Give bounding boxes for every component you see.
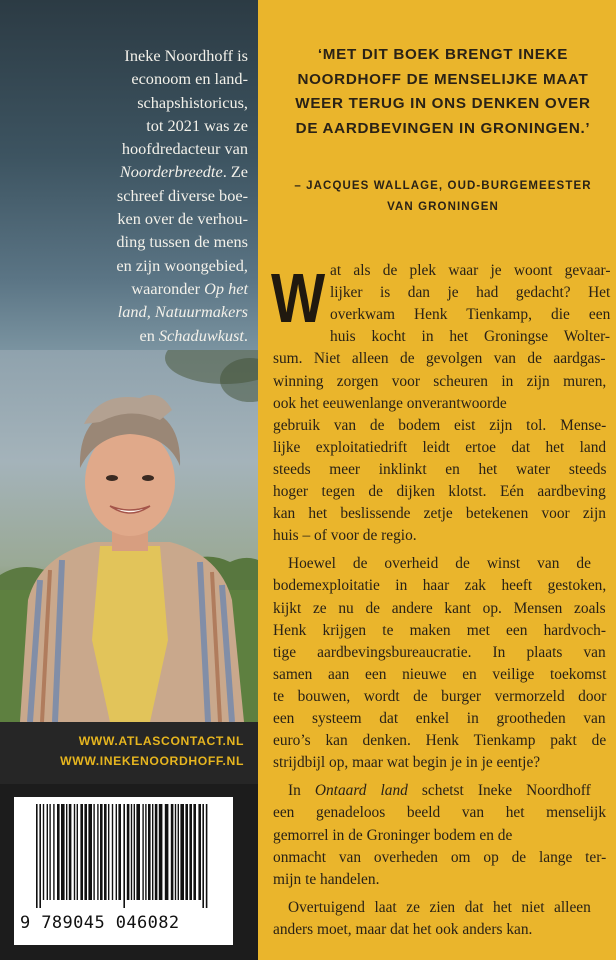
barcode-bar — [84, 804, 87, 900]
bio-line: Ineke Noordhoff is — [124, 46, 248, 65]
barcode-bar — [178, 804, 179, 900]
barcode-bar — [198, 804, 201, 900]
barcode-bar — [193, 804, 196, 900]
barcode-bar — [127, 804, 130, 900]
bio-line: hoofdredacteur van — [121, 139, 248, 159]
quote-line: NOORDHOFF DE MENSELIJKE MAAT — [297, 70, 589, 88]
blurb-line: steeds meer inklinkt en het water steeds — [273, 460, 607, 478]
barcode-bar — [39, 804, 41, 908]
blurb-line: Henk krijgen te maken met een hardvoch- — [273, 621, 606, 639]
blurb-line: hoger tegen de dijken klotst. Eén aardbeving — [273, 483, 606, 500]
blurb-line: een genadeloos beeld van het menselijk — [273, 804, 607, 822]
italic-title: land, Natuurmakers — [117, 302, 248, 322]
barcode-bar — [69, 804, 72, 900]
barcode-label — [14, 797, 233, 945]
barcode-bar — [49, 804, 50, 900]
blurb-line: lijker is dan je had gedacht? Het — [330, 284, 611, 302]
barcode-bar — [159, 804, 163, 900]
back-cover-left-panel — [0, 0, 258, 960]
barcode-bar — [202, 804, 204, 908]
barcode-bar — [142, 804, 143, 900]
barcode-bar — [97, 804, 98, 900]
barcode-bar — [185, 804, 188, 900]
italic-title: Ontaard land — [314, 782, 408, 800]
drop-cap: W — [271, 259, 326, 337]
bio-line: tot 2021 was ze — [146, 115, 248, 135]
barcode-bar — [180, 804, 184, 900]
bio-line: ken over de verhou- — [117, 209, 248, 229]
blurb-line: Overtuigend laat ze zien dat het niet alleen — [288, 898, 591, 916]
barcode-bar — [152, 804, 153, 900]
blurb-line: bodemexploitatie in haar zak heeft gestoken, — [273, 577, 607, 595]
blurb-line: winning zorgen voor scheuren in zijn muren, — [273, 372, 607, 390]
barcode-bar — [118, 804, 121, 900]
blurb-line: sum. Niet alleen de gevolgen van de aardgas- — [273, 350, 606, 368]
barcode-bar — [148, 804, 151, 900]
bio-line: schreef diverse boe- — [116, 185, 248, 205]
barcode-bar — [36, 804, 38, 908]
blurb-line: ook het eeuwenlange onverantwoorde — [273, 394, 507, 412]
blurb-line: at als de plek waar je woont gevaar- — [330, 262, 611, 279]
barcode-bar — [112, 804, 113, 900]
blurb-line: kijkt ze nu de andere kant op. Mensen zoals — [273, 599, 606, 617]
blurb-line: kan het beslissende zetje betekenen voor zijn — [273, 505, 606, 523]
barcode-bar — [145, 804, 146, 900]
bio-line — [8, 300, 248, 323]
barcode-bar — [116, 804, 117, 900]
barcode-bar — [171, 804, 174, 900]
bio-line: waaronder Op het — [131, 278, 248, 298]
barcode-bar — [104, 804, 107, 900]
barcode-bar — [206, 804, 208, 908]
blurb-line: mijn te handelen. — [273, 870, 380, 888]
barcode-bar — [88, 804, 92, 900]
blurb-line: lijke exploitatiedrift leidt ertoe dat het land — [273, 438, 607, 456]
barcode-bar — [165, 804, 169, 900]
quote-attribution — [278, 176, 608, 218]
barcode-bar — [43, 804, 44, 900]
blurb-line: een systeem dat enkel in grootheden van — [273, 710, 606, 727]
website-bar — [0, 722, 258, 784]
blurb-line: gebruik van de bodem eist zijn tol. Mense- — [273, 416, 607, 434]
blurb-line: overkwam Henk Tienkamp, die een — [330, 306, 611, 324]
barcode-bar — [77, 804, 78, 900]
bio-line: en zijn woongebied, — [116, 255, 248, 275]
website-link-author[interactable]: WWW.INEKENOORDHOFF.NL — [60, 754, 244, 768]
attribution-line: VAN GRONINGEN — [387, 201, 499, 213]
blurb-line: te bouwen, wordt de burger vermorzeld door — [273, 687, 607, 705]
barcode-bar — [57, 804, 60, 900]
blurb-line: gemorrel in de Groninger bodem en de — [273, 826, 513, 844]
author-portrait-image — [0, 350, 258, 722]
quote-line: ‘MET DIT BOEK BRENGT INEKE — [317, 46, 569, 63]
barcode-bar — [136, 804, 140, 900]
barcode-bar — [175, 804, 176, 900]
attribution-line: – JACQUES WALLAGE, OUD-BURGEMEESTER — [294, 180, 592, 192]
blurb-line: tige aardbevingsbureaucratie. In plaats van — [273, 643, 606, 661]
author-bio — [8, 44, 248, 347]
blurb-line: euro’s kan denken. Henk Tienkamp pakt de — [273, 732, 607, 750]
blurb-line: In Ontaard land schetst Ineke Noordhoff — [288, 782, 591, 800]
back-cover-right-panel — [258, 0, 616, 960]
barcode-bar — [123, 804, 125, 908]
bio-line: ding tussen de mens — [116, 232, 248, 252]
barcode-bar — [108, 804, 109, 900]
blurb-line: strijdbijl op, maar wat begin je in je eentje? — [273, 754, 541, 772]
barcode-bar — [131, 804, 132, 900]
barcode-bar — [80, 804, 83, 900]
barcode-bar — [155, 804, 158, 900]
barcode-bar — [61, 804, 65, 900]
isbn-number: 9 789045 046082 — [20, 913, 180, 933]
italic-title: Noorderbreedte — [119, 162, 223, 182]
quote-line: WEER TERUG IN ONS DENKEN OVER — [295, 95, 591, 112]
blurb-line: samen aan een nieuwe en veilige toekomst — [273, 665, 607, 683]
barcode-bar — [134, 804, 135, 900]
bio-line: Noorderbreedte. Ze — [119, 162, 248, 182]
blurb-line: anders moet, maar dat het ook anders kan. — [273, 920, 533, 938]
endorsement-quote — [278, 43, 608, 141]
blurb-line: huis kocht in het Groningse Wolter- — [330, 328, 611, 346]
italic-title: Schaduwkust — [158, 325, 244, 345]
blurb-line: huis – of voor de regio. — [273, 527, 417, 545]
author-bio-section — [0, 0, 258, 350]
bio-line: econoom en land- — [131, 69, 248, 89]
blurb-line: Hoewel de overheid de winst van de — [288, 555, 591, 573]
barcode-bar — [100, 804, 103, 900]
bio-line: en Schaduwkust. — [139, 325, 248, 345]
quote-line: DE AARDBEVINGEN IN GRONINGEN.’ — [295, 119, 591, 137]
website-link-publisher[interactable]: WWW.ATLASCONTACT.NL — [78, 734, 244, 748]
barcode-bar — [53, 804, 54, 900]
barcode-bar — [189, 804, 192, 900]
barcode-bar — [93, 804, 94, 900]
barcode-bar — [66, 804, 67, 900]
blurb-line: onmacht van overheden om op de lange ter- — [273, 848, 607, 866]
italic-title: Op het — [204, 278, 248, 298]
barcode-bar — [47, 804, 48, 900]
barcode-icon — [36, 804, 212, 908]
barcode-bar — [74, 804, 75, 900]
bio-line: schapshistoricus, — [137, 92, 248, 112]
author-photo — [0, 350, 258, 722]
